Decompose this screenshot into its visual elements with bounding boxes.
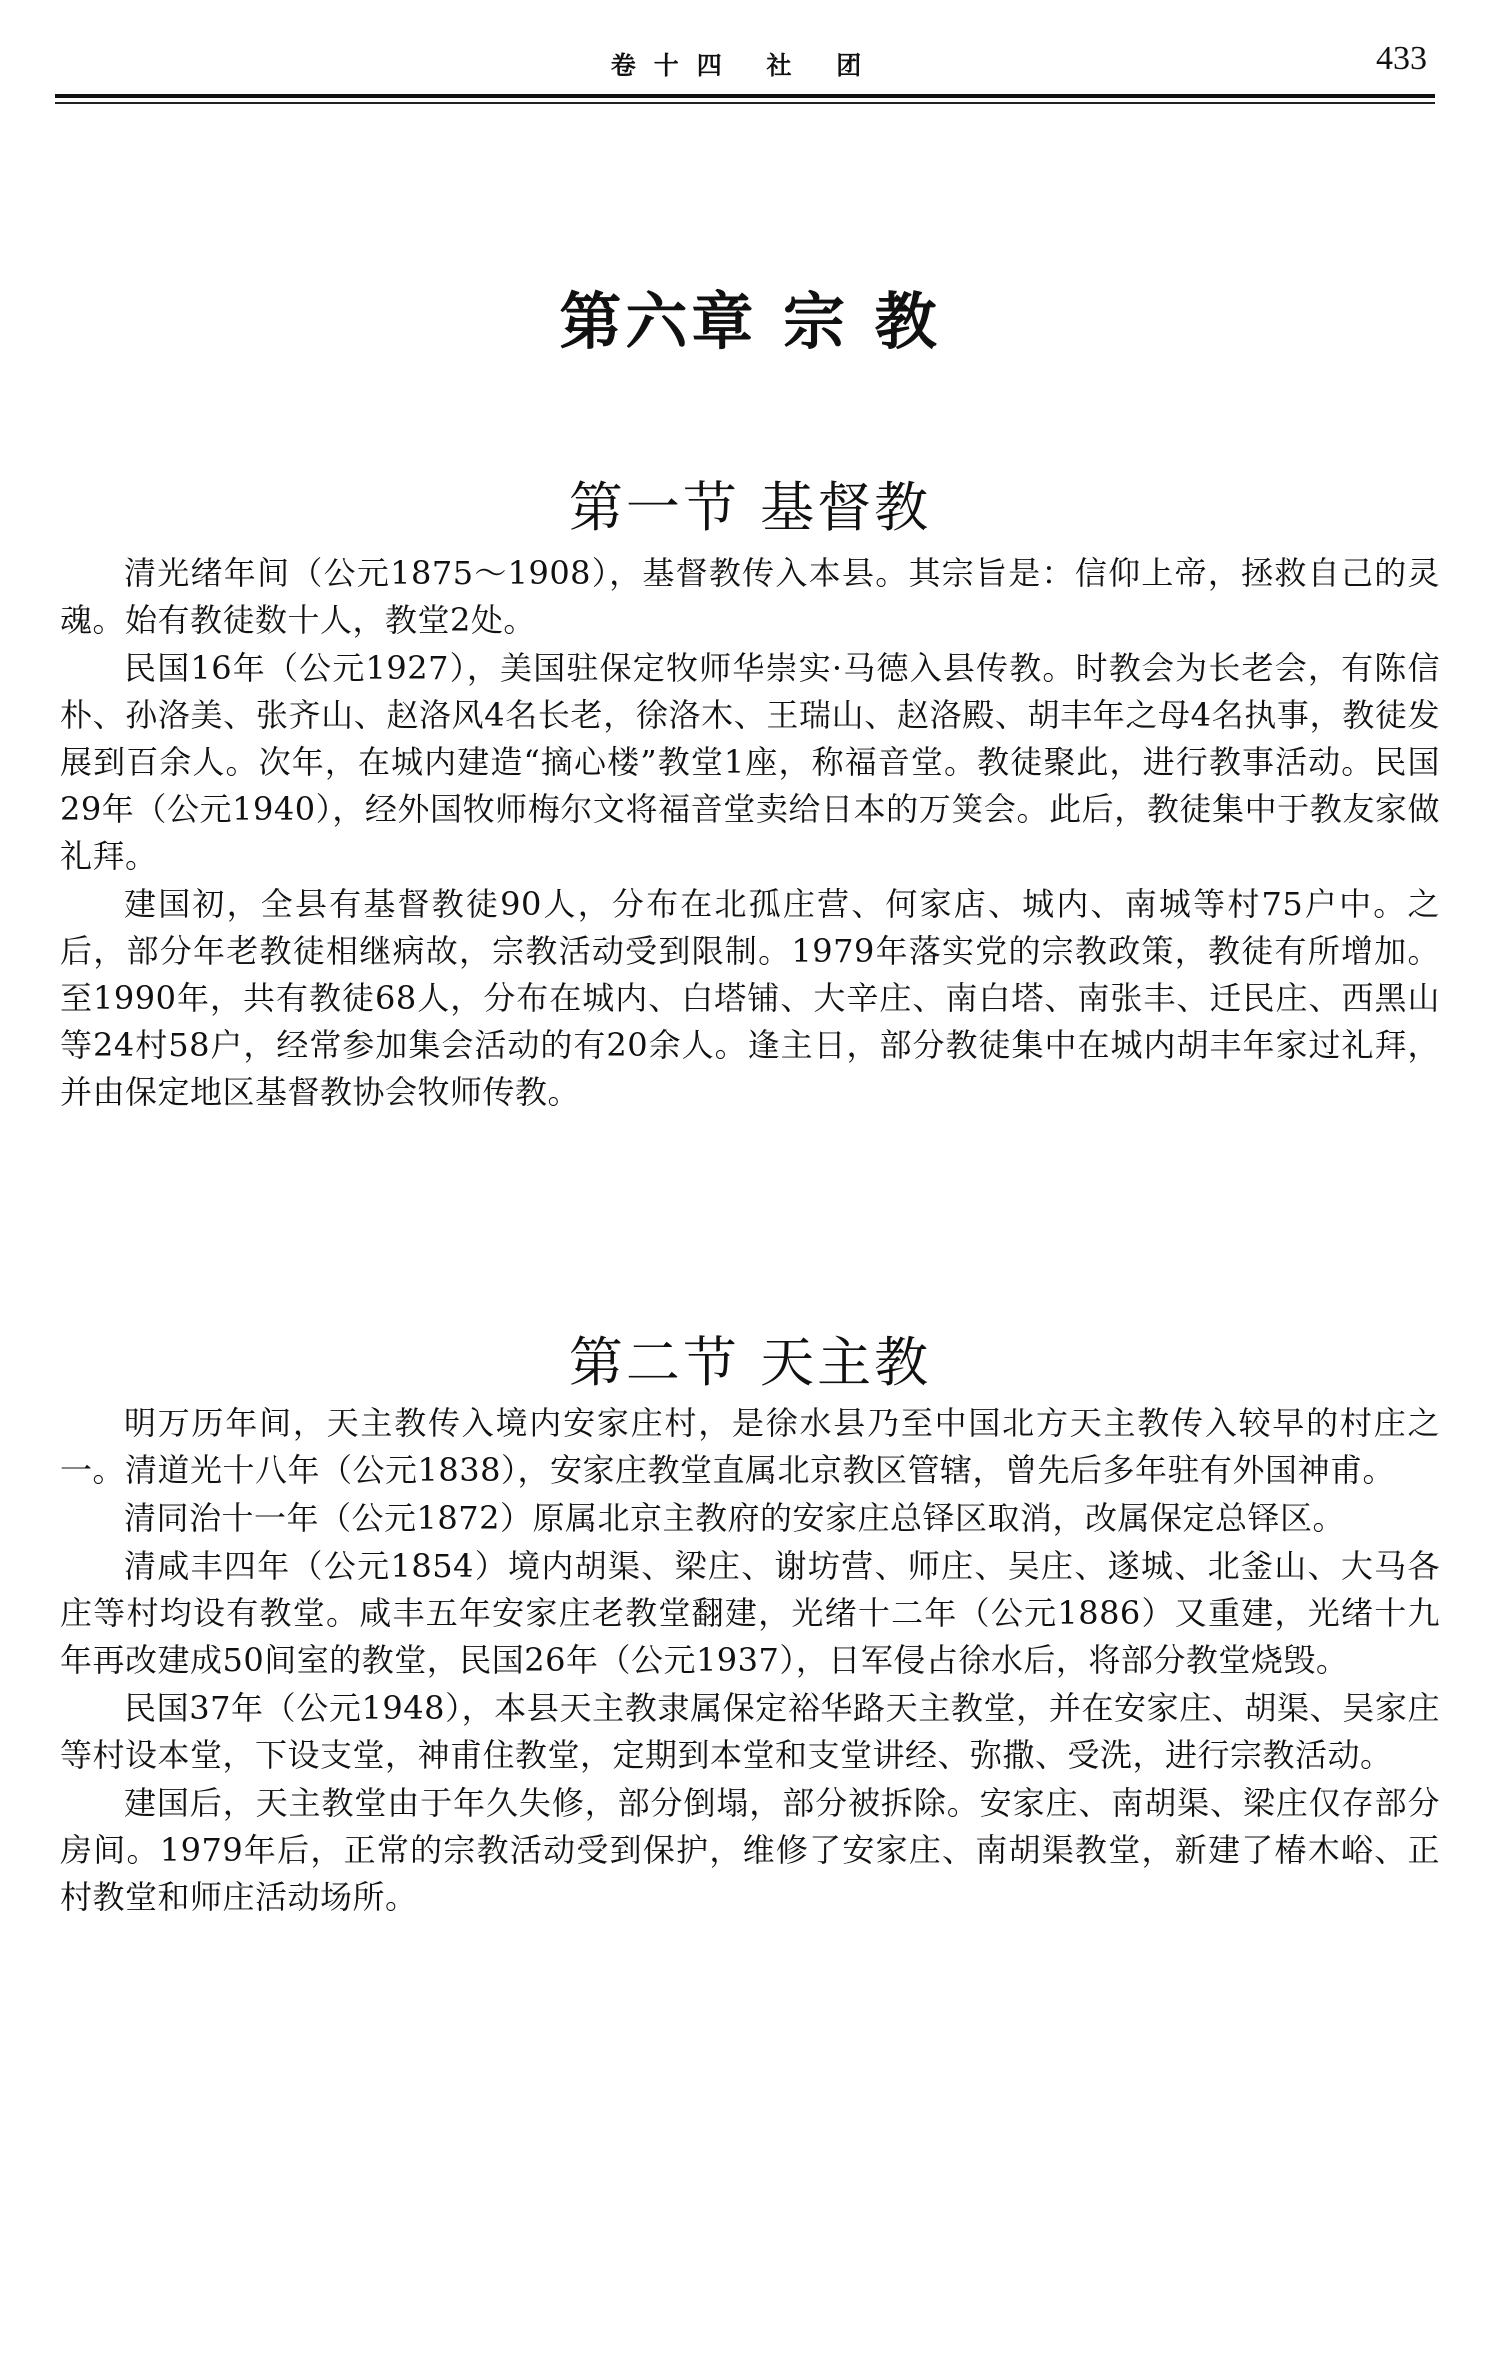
paragraph: 清咸丰四年（公元1854）境内胡渠、梁庄、谢坊营、师庄、吴庄、遂城、北釜山、大马各庄等村均设有教堂。咸丰五年安家庄老教堂翻建，光绪十二年（公元1886）又重建，光绪十九年再改建成50间室的教堂，民国26年（公元1937），日军侵占徐水后，将部分教堂烧毁。 xyxy=(60,1547,1440,1679)
paragraph: 明万历年间，天主教传入境内安家庄村，是徐水县乃至中国北方天主教传入较早的村庄之一。清道光十八年（公元1838），安家庄教堂直属北京教区管辖，曾先后多年驻有外国神甫。 xyxy=(60,1404,1440,1489)
header-rule-thin xyxy=(55,102,1435,104)
section-body-christianity xyxy=(60,550,1440,1117)
section-title-christianity: 第一节 基督教 xyxy=(568,475,932,539)
paragraph: 民国37年（公元1948），本县天主教隶属保定裕华路天主教堂，并在安家庄、胡渠、吴家庄等村设本堂，下设支堂，神甫住教堂，定期到本堂和支堂讲经、弥撒、受洗，进行宗教活动。 xyxy=(60,1689,1440,1774)
header-rule xyxy=(55,94,1435,98)
section-body-catholicism xyxy=(60,1400,1440,1922)
running-title: 卷十四 社 团 xyxy=(610,51,880,80)
paragraph: 建国后，天主教堂由于年久失修，部分倒塌，部分被拆除。安家庄、南胡渠、梁庄仅存部分房间。1979年后，正常的宗教活动受到保护，维修了安家庄、南胡渠教堂，新建了椿木峪、正村教堂和师庄活动场所。 xyxy=(60,1784,1440,1916)
paragraph: 建国初，全县有基督教徒90人，分布在北孤庄营、何家店、城内、南城等村75户中。之后，部分年老教徒相继病故，宗教活动受到限制。1979年落实党的宗教政策，教徒有所增加。至1990年，共有教徒68人，分布在城内、白塔铺、大辛庄、南白塔、南张丰、迁民庄、西黑山等24村58户，经常参加集会活动的有20余人。逢主日，部分教徒集中在城内胡丰年家过礼拜，并由保定地区基督教协会牧师传教。 xyxy=(60,885,1440,1111)
chapter-title: 第六章 宗 教 xyxy=(559,284,941,358)
paragraph: 清光绪年间（公元1875～1908），基督教传入本县。其宗旨是：信仰上帝，拯救自己的灵魂。始有教徒数十人，教堂2处。 xyxy=(60,554,1440,639)
paragraph: 清同治十一年（公元1872）原属北京主教府的安家庄总铎区取消，改属保定总铎区。 xyxy=(124,1499,1345,1537)
paragraph: 民国16年（公元1927），美国驻保定牧师华崇实·马德入县传教。时教会为长老会，有陈信朴、孙洛美、张齐山、赵洛风4名长老，徐洛木、王瑞山、赵洛殿、胡丰年之母4名执事，教徒发展到百余人。次年，在城内建造“摘心楼”教堂1座，称福音堂。教徒聚此，进行教事活动。民国29年（公元1940），经外国牧师梅尔文将福音堂卖给日本的万䇲会。此后，教徒集中于教友家做礼拜。 xyxy=(60,649,1440,875)
page-number: 433 xyxy=(1376,40,1427,77)
section-title-catholicism: 第二节 天主教 xyxy=(568,1330,932,1394)
running-header xyxy=(55,40,1435,90)
